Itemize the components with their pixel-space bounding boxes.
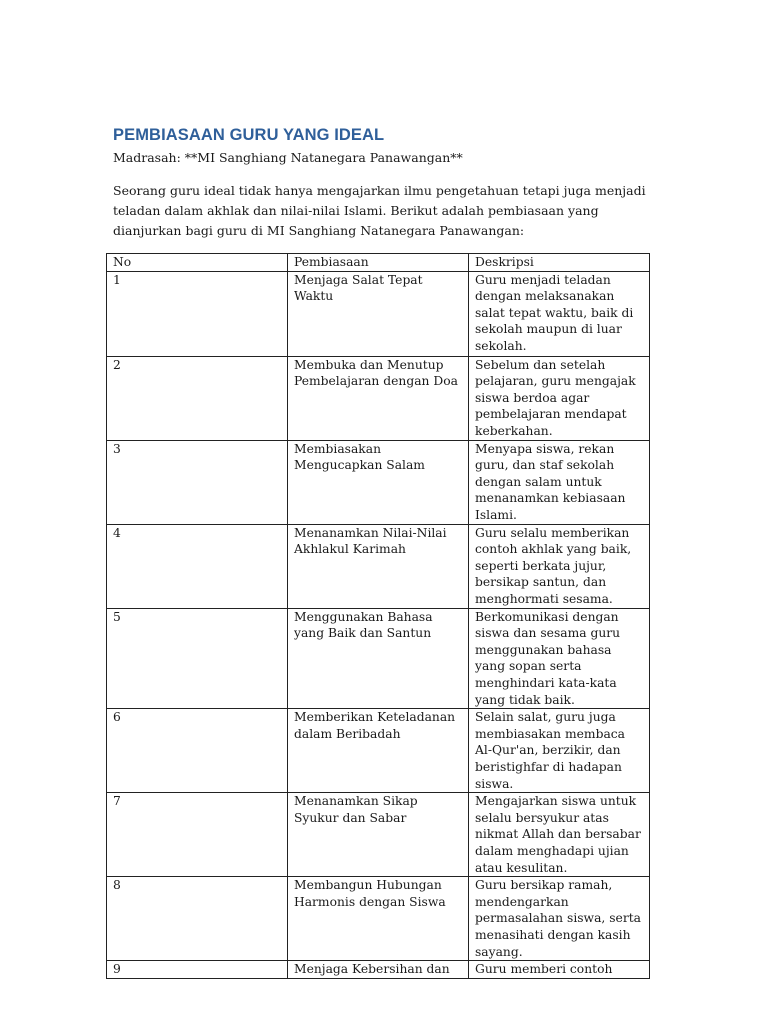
table-row xyxy=(107,440,650,524)
table-row xyxy=(107,961,650,979)
cell-no: 2 xyxy=(107,356,288,440)
header-no: No xyxy=(107,254,288,272)
intro-paragraph: Seorang guru ideal tidak hanya mengajarkan ilmu pengetahuan tetapi juga menjadi teladan dalam akhlak dan nilai-nilai Islami. Berikut adalah pembiasaan yang dianjurkan bagi guru di MI Sanghiang Natanegara Panawangan: xyxy=(113,183,646,238)
pembiasaan-table xyxy=(106,253,650,979)
cell-deskripsi: Guru menjadi teladan dengan melaksanakan salat tepat waktu, baik di sekolah maupun di luar sekolah. xyxy=(469,271,650,356)
cell-pembiasaan: Menanamkan Nilai-Nilai Akhlakul Karimah xyxy=(288,524,469,608)
madrasah-line: Madrasah: **MI Sanghiang Natanegara Panawangan** xyxy=(113,150,463,165)
cell-deskripsi: Berkomunikasi dengan siswa dan sesama guru menggunakan bahasa yang sopan serta menghindari kata-kata yang tidak baik. xyxy=(469,608,650,709)
cell-deskripsi: Selain salat, guru juga membiasakan membaca Al-Qur'an, berzikir, dan beristighfar di hadapan siswa. xyxy=(469,709,650,793)
cell-no: 5 xyxy=(107,608,288,709)
table-row xyxy=(107,709,650,793)
cell-deskripsi: Guru selalu memberikan contoh akhlak yang baik, seperti berkata jujur, bersikap santun, dan menghormati sesama. xyxy=(469,524,650,608)
cell-pembiasaan: Menjaga Kebersihan dan xyxy=(288,961,469,979)
cell-pembiasaan: Membiasakan Mengucapkan Salam xyxy=(288,440,469,524)
cell-no: 1 xyxy=(107,271,288,356)
table-row xyxy=(107,524,650,608)
cell-no: 9 xyxy=(107,961,288,979)
cell-no: 3 xyxy=(107,440,288,524)
table-row xyxy=(107,793,650,877)
cell-no: 7 xyxy=(107,793,288,877)
table-header-row xyxy=(107,254,650,272)
table-row xyxy=(107,356,650,440)
cell-pembiasaan: Menjaga Salat Tepat Waktu xyxy=(288,271,469,356)
cell-deskripsi: Mengajarkan siswa untuk selalu bersyukur atas nikmat Allah dan bersabar dalam menghadapi ujian atau kesulitan. xyxy=(469,793,650,877)
cell-pembiasaan: Membuka dan Menutup Pembelajaran dengan Doa xyxy=(288,356,469,440)
table-row xyxy=(107,877,650,961)
table-row xyxy=(107,271,650,356)
cell-no: 6 xyxy=(107,709,288,793)
cell-deskripsi: Guru memberi contoh xyxy=(469,961,650,979)
table-row xyxy=(107,608,650,709)
document-title: PEMBIASAAN GURU YANG IDEAL xyxy=(113,126,385,144)
cell-deskripsi: Sebelum dan setelah pelajaran, guru mengajak siswa berdoa agar pembelajaran mendapat keberkahan. xyxy=(469,356,650,440)
cell-no: 4 xyxy=(107,524,288,608)
header-pembiasaan: Pembiasaan xyxy=(288,254,469,272)
cell-pembiasaan: Memberikan Keteladanan dalam Beribadah xyxy=(288,709,469,793)
cell-pembiasaan: Menanamkan Sikap Syukur dan Sabar xyxy=(288,793,469,877)
cell-pembiasaan: Menggunakan Bahasa yang Baik dan Santun xyxy=(288,608,469,709)
cell-deskripsi: Menyapa siswa, rekan guru, dan staf sekolah dengan salam untuk menanamkan kebiasaan Islami. xyxy=(469,440,650,524)
cell-pembiasaan: Membangun Hubungan Harmonis dengan Siswa xyxy=(288,877,469,961)
cell-deskripsi: Guru bersikap ramah, mendengarkan permasalahan siswa, serta menasihati dengan kasih sayang. xyxy=(469,877,650,961)
cell-no: 8 xyxy=(107,877,288,961)
header-deskripsi: Deskripsi xyxy=(469,254,650,272)
